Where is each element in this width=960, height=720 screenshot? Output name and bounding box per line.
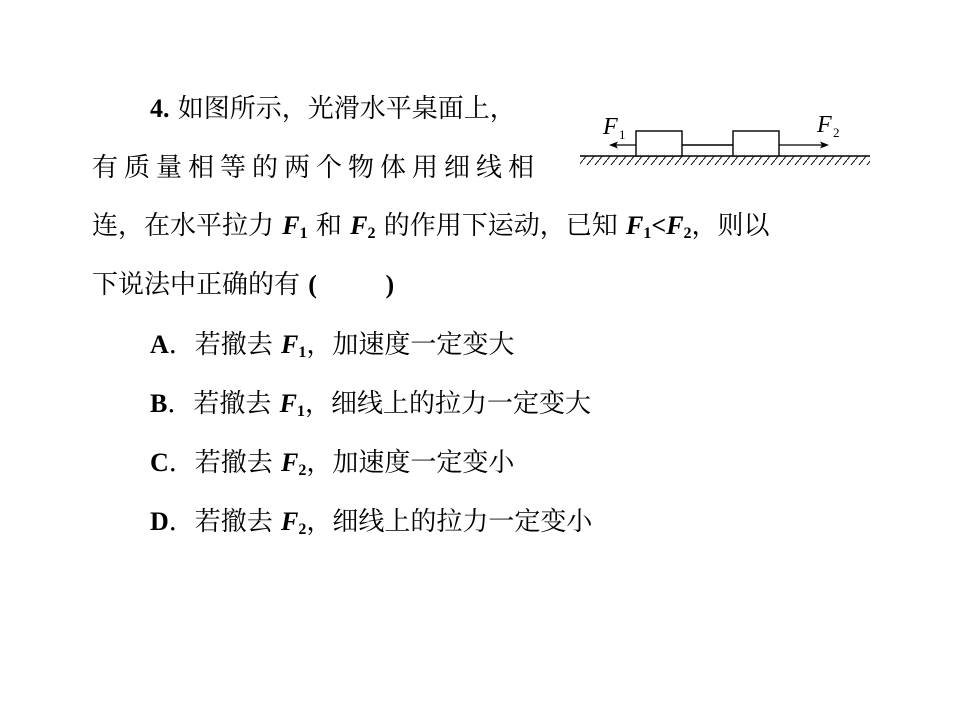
- option-letter: D: [150, 507, 169, 536]
- physics-diagram: [575, 100, 875, 175]
- option-post: ，细线上的拉力一定变大: [304, 389, 591, 419]
- table-hatching: [580, 156, 870, 165]
- inequality-f2-sub: 2: [683, 225, 692, 242]
- option-b[interactable]: [150, 387, 591, 429]
- force-f1: F: [282, 211, 300, 240]
- question-line-1: [150, 92, 516, 126]
- option-force-sub: 2: [298, 462, 307, 479]
- option-pre: ．若撤去: [168, 507, 282, 537]
- option-pre: ．若撤去: [168, 448, 282, 478]
- force-f2: F: [350, 211, 368, 240]
- option-post: ，加速度一定变小: [306, 448, 515, 478]
- option-force-sub: 2: [298, 521, 307, 538]
- inequality-f1-sub: 1: [643, 225, 652, 242]
- block-2: [733, 131, 779, 156]
- question-line-2: [92, 151, 540, 185]
- option-d[interactable]: [150, 505, 592, 547]
- f2-label-sub: 2: [833, 125, 840, 140]
- option-force: F: [279, 389, 297, 418]
- inequality-f1: F: [626, 211, 644, 240]
- f2-label: F: [817, 112, 832, 138]
- option-a[interactable]: [150, 328, 514, 370]
- option-force-sub: 1: [296, 403, 305, 420]
- option-pre: ．若撤去: [168, 330, 282, 360]
- answer-paren-open: (: [308, 270, 317, 299]
- option-force: F: [281, 507, 299, 536]
- block-1: [636, 131, 682, 156]
- f1-label-sub: 1: [619, 127, 626, 142]
- f1-label: F: [603, 114, 618, 140]
- question-text-4: 下说法中正确的有: [92, 270, 309, 300]
- option-force: F: [281, 330, 299, 359]
- option-c[interactable]: [150, 446, 514, 488]
- option-letter: C: [150, 448, 169, 477]
- option-post: ，加速度一定变大: [306, 330, 515, 360]
- question-line-4: [92, 268, 394, 302]
- question-text-2: 有质量相等的两个物体用细线相: [92, 153, 541, 183]
- question-text-3b: 和: [307, 211, 351, 241]
- question-text-3c: 的作用下运动，已知: [375, 211, 627, 241]
- inequality-f2: F: [666, 211, 684, 240]
- question-number: 4.: [150, 94, 170, 123]
- option-post: ，细线上的拉力一定变小: [306, 507, 593, 537]
- option-letter: B: [150, 389, 168, 418]
- option-letter: A: [150, 330, 169, 359]
- answer-paren-close: ): [385, 270, 395, 299]
- option-pre: ．若撤去: [167, 389, 280, 419]
- force-f2-sub: 2: [367, 225, 376, 242]
- option-force: F: [281, 448, 299, 477]
- inequality-sign: <: [651, 211, 667, 240]
- option-force-sub: 1: [298, 344, 307, 361]
- question-text-3a: 连，在水平拉力: [92, 211, 283, 241]
- question-text-3e: ，则以: [691, 211, 770, 241]
- force-f1-sub: 1: [299, 225, 308, 242]
- question-text-1: 如图所示，光滑水平桌面上，: [177, 94, 516, 124]
- question-line-3: [92, 209, 770, 251]
